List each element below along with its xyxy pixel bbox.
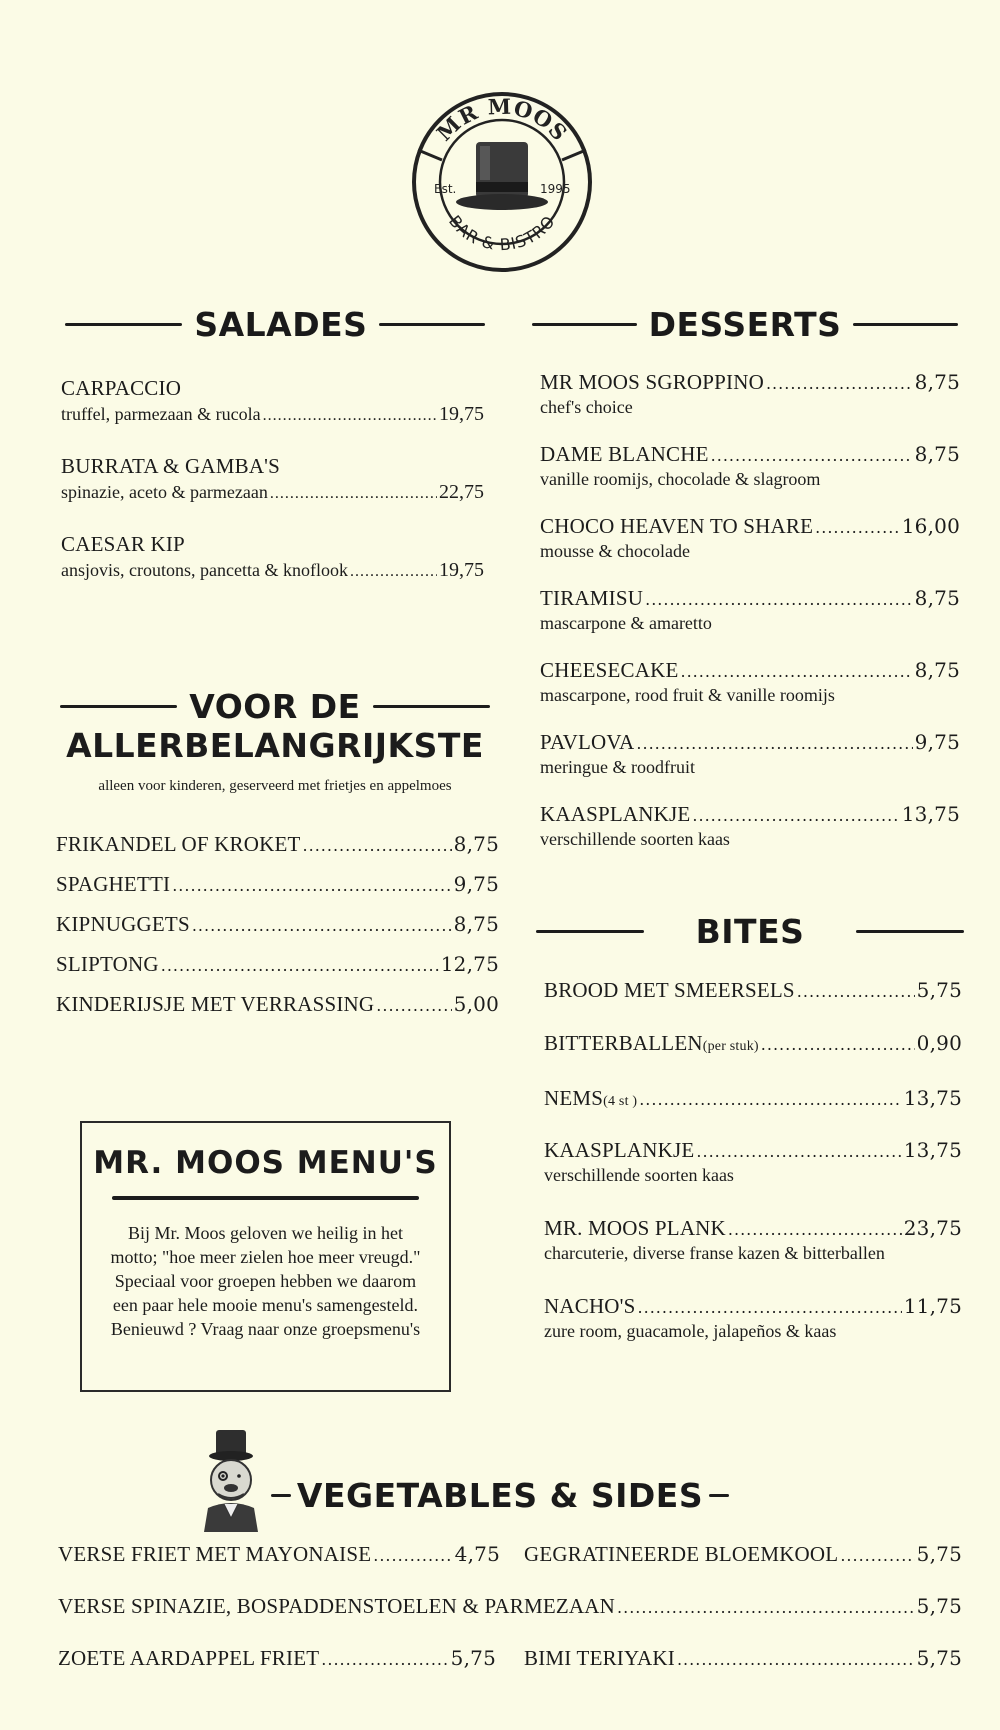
group-menus-title: MR. MOOS MENU'S: [93, 1145, 438, 1181]
item-price: 4,75: [454, 1542, 500, 1566]
menu-item: [56, 952, 499, 977]
leader-dots: [692, 802, 899, 826]
leader-dots: [303, 832, 452, 856]
menu-item: [544, 1294, 962, 1342]
logo-sub: BAR & BISTRO: [444, 211, 560, 255]
leader-dots: [728, 1216, 902, 1240]
item-price: 22,75: [439, 481, 484, 503]
item-desc: meringue & roodfruit: [540, 757, 695, 777]
item-name: NACHO'S: [544, 1294, 636, 1318]
item-price: 9,75: [453, 872, 499, 896]
item-name: MR. MOOS PLANK: [544, 1216, 726, 1240]
item-desc: chef's choice: [540, 397, 633, 417]
item-name: DAME BLANCHE: [540, 442, 709, 466]
salades-header: [65, 302, 485, 346]
menu-item: [540, 442, 960, 490]
leader-dots: [270, 482, 437, 503]
bites-title: BITES: [695, 911, 805, 951]
item-name: CHOCO HEAVEN TO SHARE: [540, 514, 814, 538]
leader-dots: [161, 952, 439, 976]
item-name: VERSE SPINAZIE, BOSPADDENSTOELEN & PARMEZAAN: [58, 1594, 616, 1618]
item-desc: verschillende soorten kaas: [544, 1165, 734, 1185]
item-desc: mascarpone & amaretto: [540, 613, 712, 633]
header-rule: [532, 323, 637, 326]
item-price: 8,75: [914, 370, 960, 394]
item-name: ZOETE AARDAPPEL FRIET: [58, 1646, 320, 1670]
item-name: BITTERBALLEN: [544, 1031, 703, 1055]
kids-title-line1: VOOR DE: [189, 686, 361, 726]
item-price: 8,75: [914, 442, 960, 466]
item-price: 8,75: [453, 832, 499, 856]
leader-dots: [617, 1594, 915, 1618]
logo-year: 1995: [540, 182, 571, 196]
leader-dots: [766, 370, 913, 394]
item-price: 23,75: [903, 1216, 962, 1240]
item-name: GEGRATINEERDE BLOEMKOOL: [524, 1542, 839, 1566]
item-price: 9,75: [914, 730, 960, 754]
logo-name: MR MOOS: [431, 93, 573, 146]
menu-item: [56, 912, 499, 937]
item-name: SLIPTONG: [56, 952, 159, 976]
item-name: KINDERIJSJE MET VERRASSING: [56, 992, 375, 1016]
header-rule: [856, 930, 964, 933]
leader-dots: [321, 1646, 448, 1670]
group-menus-box: [80, 1121, 451, 1392]
header-rule: [536, 930, 644, 933]
leader-dots: [376, 992, 451, 1016]
menu-item: [56, 992, 499, 1017]
header-rule: [373, 705, 490, 708]
item-price: 16,00: [901, 514, 960, 538]
item-desc: mousse & chocolade: [540, 541, 690, 561]
item-desc: mascarpone, rood fruit & vanille roomijs: [540, 685, 835, 705]
leader-dots: [696, 1138, 901, 1162]
box-rule: [112, 1196, 419, 1200]
kids-header: [60, 684, 490, 728]
header-rule: [379, 323, 485, 326]
sides-header: [288, 1473, 712, 1517]
item-price: 8,75: [453, 912, 499, 936]
item-price: 19,75: [439, 559, 484, 581]
item-name: NEMS: [544, 1086, 604, 1110]
item-price: 5,75: [450, 1646, 496, 1670]
mr-moos-logo: [404, 90, 600, 274]
menu-item: [544, 1138, 962, 1186]
item-name: TIRAMISU: [540, 586, 644, 610]
item-price: 0,90: [916, 1031, 962, 1055]
item-price: 13,75: [903, 1086, 962, 1110]
menu-item: [524, 1646, 962, 1671]
item-desc: truffel, parmezaan & rucola: [61, 404, 261, 424]
menu-item: [540, 730, 960, 778]
menu-item: [544, 978, 962, 1003]
menu-item: [56, 872, 499, 897]
leader-dots: [711, 442, 913, 466]
item-note: (4 st ): [603, 1094, 638, 1109]
menu-item: [544, 1216, 962, 1264]
item-price: 11,75: [903, 1294, 962, 1318]
item-price: 13,75: [903, 1138, 962, 1162]
item-name: KAASPLANKJE: [544, 1138, 695, 1162]
header-rule: [853, 323, 958, 326]
item-name: FRIKANDEL OF KROKET: [56, 832, 301, 856]
menu-item: [58, 1646, 496, 1671]
bulldog-mascot-icon: [196, 1428, 266, 1532]
salades-title: SALADES: [194, 304, 368, 344]
item-price: 5,75: [916, 978, 962, 1002]
menu-item: [540, 514, 960, 562]
item-desc: spinazie, aceto & parmezaan: [61, 482, 268, 502]
item-price: 8,75: [914, 658, 960, 682]
desserts-header: [532, 302, 958, 346]
leader-dots: [797, 978, 915, 1002]
menu-item: [58, 1594, 962, 1619]
leader-dots: [172, 872, 451, 896]
item-name: SPAGHETTI: [56, 872, 171, 896]
leader-dots: [677, 1646, 915, 1670]
item-price: 12,75: [440, 952, 499, 976]
menu-item: [540, 658, 960, 706]
bites-header: [536, 909, 964, 953]
item-name: KIPNUGGETS: [56, 912, 190, 936]
leader-dots: [681, 658, 913, 682]
leader-dots: [373, 1542, 452, 1566]
item-price: 5,75: [916, 1542, 962, 1566]
leader-dots: [840, 1542, 914, 1566]
desserts-title: DESSERTS: [648, 304, 842, 344]
menu-item: [58, 1542, 500, 1567]
item-name: CHEESECAKE: [540, 658, 679, 682]
kids-title-line2: ALLERBELANGRIJKSTE: [66, 726, 484, 765]
item-desc: verschillende soorten kaas: [540, 829, 730, 849]
leader-dots: [638, 1294, 902, 1318]
menu-item: [544, 1086, 962, 1111]
kids-subtitle: alleen voor kinderen, geserveerd met frietjes en appelmoes: [98, 778, 452, 794]
header-rule: [271, 1494, 291, 1497]
item-price: 13,75: [901, 802, 960, 826]
item-name: BROOD MET SMEERSELS: [544, 978, 795, 1002]
header-rule: [65, 323, 182, 326]
item-name: KAASPLANKJE: [540, 802, 691, 826]
menu-item: [61, 454, 484, 504]
leader-dots: [639, 1086, 902, 1110]
item-note: (per stuk): [702, 1039, 759, 1054]
menu-item: [540, 802, 960, 850]
item-price: 5,75: [916, 1646, 962, 1670]
menu-item: [540, 586, 960, 634]
menu-item: [56, 832, 499, 857]
item-price: 5,75: [916, 1594, 962, 1618]
menu-item: [540, 370, 960, 418]
leader-dots: [636, 730, 912, 754]
leader-dots: [645, 586, 913, 610]
item-name: CARPACCIO: [61, 376, 182, 400]
leader-dots: [761, 1031, 915, 1055]
sides-title: VEGETABLES & SIDES: [296, 1475, 704, 1515]
item-name: BIMI TERIYAKI: [524, 1646, 675, 1670]
leader-dots: [350, 560, 437, 581]
item-desc: zure room, guacamole, jalapeños & kaas: [544, 1321, 837, 1341]
item-desc: charcuterie, diverse franse kazen & bitterballen: [544, 1243, 885, 1263]
item-desc: ansjovis, croutons, pancetta & knoflook: [61, 560, 348, 580]
item-name: VERSE FRIET MET MAYONAISE: [58, 1542, 372, 1566]
menu-item: [544, 1031, 962, 1056]
item-name: BURRATA & GAMBA'S: [61, 454, 281, 478]
item-name: PAVLOVA: [540, 730, 635, 754]
item-price: 5,00: [453, 992, 499, 1016]
header-rule: [60, 705, 177, 708]
item-price: 8,75: [914, 586, 960, 610]
menu-item: [524, 1542, 962, 1567]
leader-dots: [815, 514, 900, 538]
svg-text:BAR & BISTRO: [445, 212, 559, 255]
header-rule: [709, 1494, 729, 1497]
leader-dots: [192, 912, 452, 936]
logo-est: Est.: [434, 182, 457, 196]
item-name: CAESAR KIP: [61, 532, 185, 556]
leader-dots: [263, 404, 437, 425]
item-desc: vanille roomijs, chocolade & slagroom: [540, 469, 821, 489]
menu-item: [61, 376, 484, 426]
item-name: MR MOOS SGROPPINO: [540, 370, 764, 394]
item-price: 19,75: [439, 403, 484, 425]
menu-item: [61, 532, 484, 582]
group-menus-text: Bij Mr. Moos geloven we heilig in het motto; "hoe meer zielen hoe meer vreugd." Speciaal voor groepen hebben we daarom een paar hele mooie menu's samengesteld. Benieuwd ? Vraag naar onze groepsmenu's: [110, 1223, 421, 1339]
